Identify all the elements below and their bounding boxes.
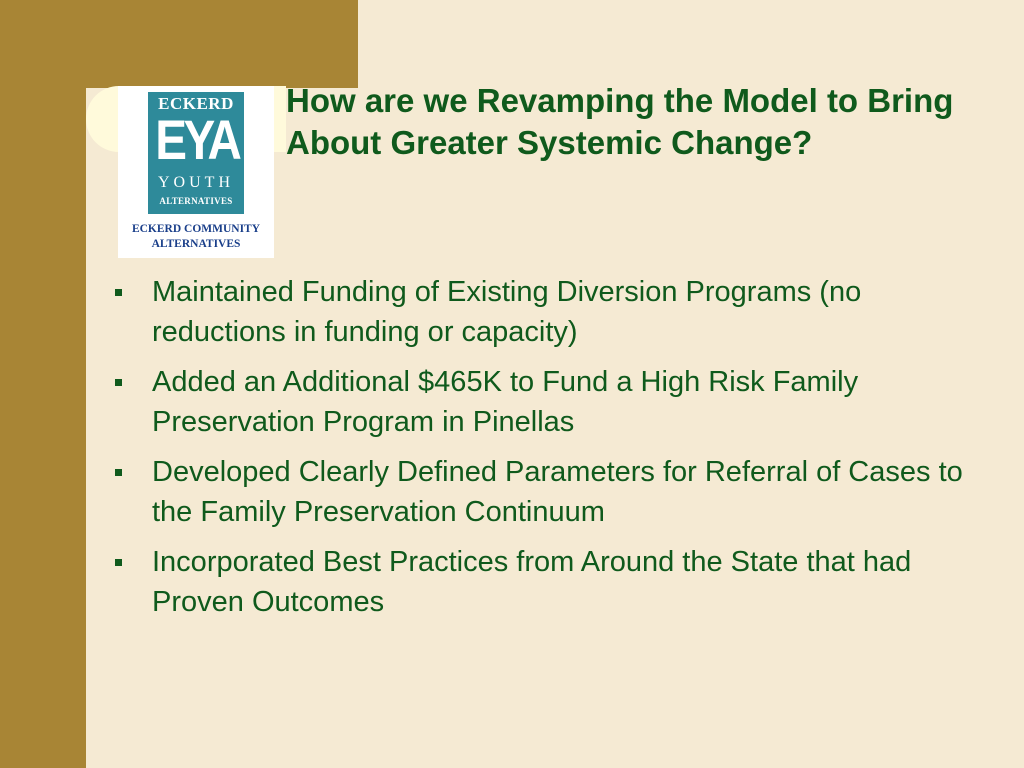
bullet-item: [112, 542, 1002, 622]
logo-community-text: [118, 222, 274, 252]
logo-teal-panel: [148, 92, 244, 214]
eckerd-logo: [118, 86, 274, 258]
logo-youth-text: YOUTH: [158, 174, 234, 191]
left-accent-bar: [0, 0, 86, 768]
square-bullet-icon: [115, 379, 122, 386]
logo-eya-text: EYA: [155, 108, 239, 171]
bullet-item: [112, 452, 1002, 532]
bullet-item: [112, 362, 1002, 442]
logo-eckerd-text: ECKERD: [158, 94, 234, 113]
bullet-text: Incorporated Best Practices from Around the State that had Proven Outcomes: [152, 546, 912, 618]
logo-community-line1: ECKERD COMMUNITY: [131, 223, 261, 235]
slide-title: How are we Revamping the Model to Bring About Greater Systemic Change?: [286, 82, 954, 161]
bullet-list: [112, 272, 1002, 632]
bullet-text: Maintained Funding of Existing Diversion Programs (no reductions in funding or capacity): [152, 276, 862, 348]
bullet-text: Added an Additional $465K to Fund a High Risk Family Preservation Program in Pinellas: [152, 366, 859, 438]
top-accent-block: [86, 0, 358, 88]
logo-community-line2: ALTERNATIVES: [151, 238, 241, 250]
square-bullet-icon: [115, 289, 122, 296]
square-bullet-icon: [115, 559, 122, 566]
square-bullet-icon: [115, 469, 122, 476]
bullet-item: [112, 272, 1002, 352]
logo-alternatives-text: ALTERNATIVES: [159, 196, 233, 206]
bullet-text: Developed Clearly Defined Parameters for Referral of Cases to the Family Preservation Continuum: [152, 456, 963, 528]
